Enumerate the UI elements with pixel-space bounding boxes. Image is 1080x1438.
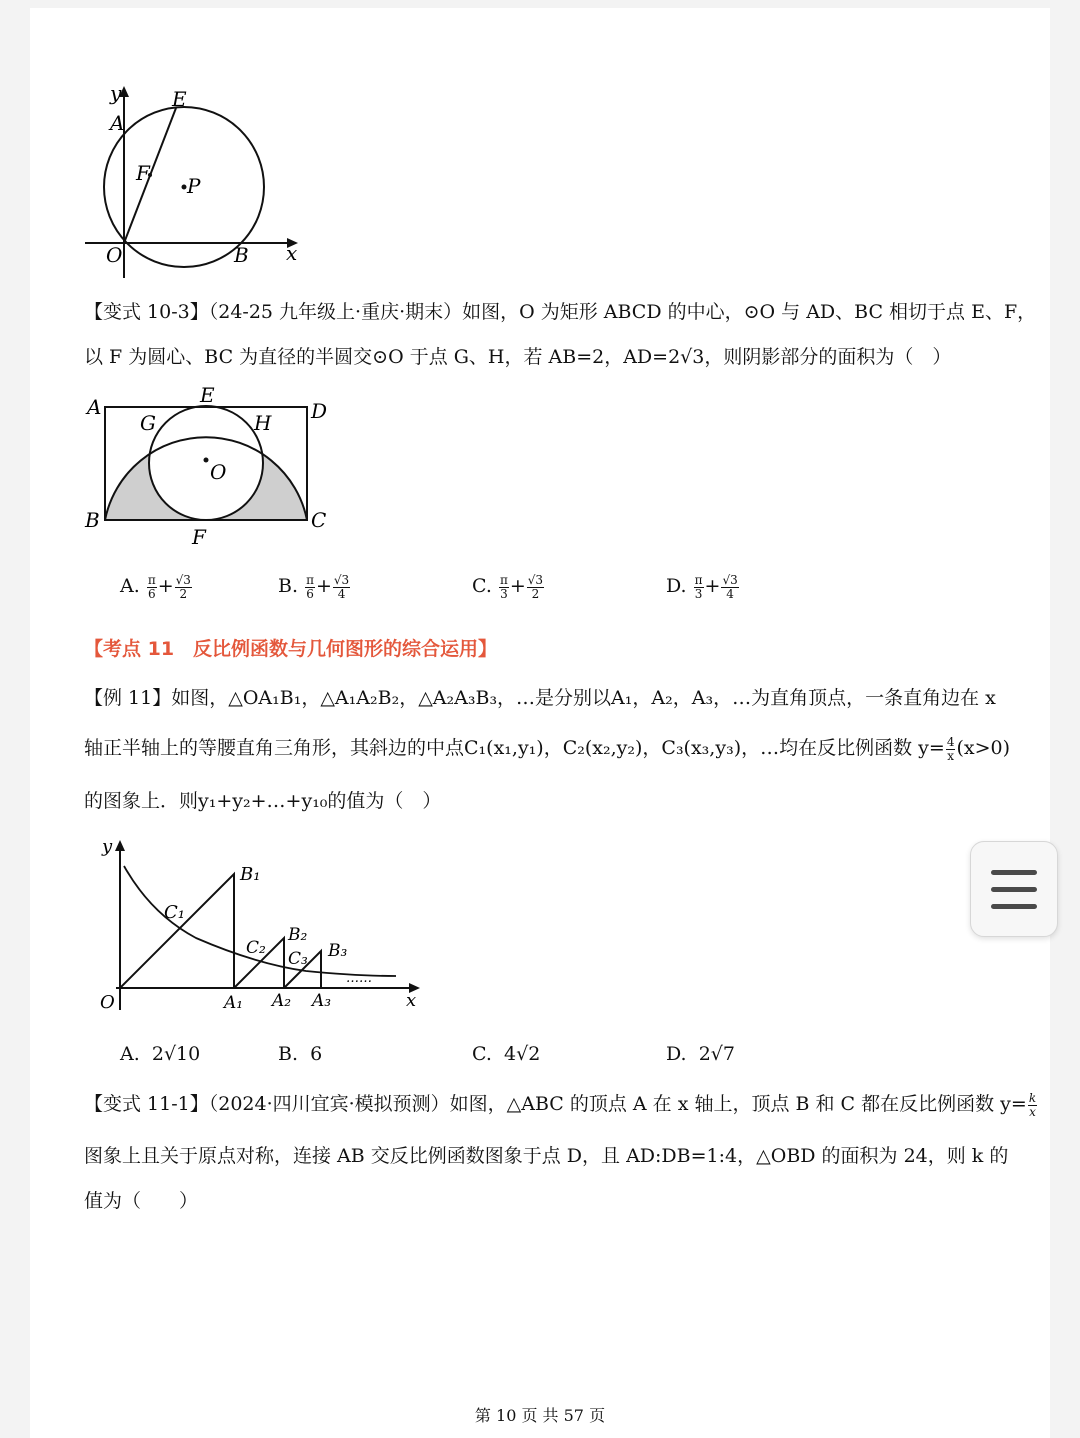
example11-option-d[interactable]: D. 2√7 <box>666 1043 735 1065</box>
option-b[interactable]: B. $\frac{\pi}{6}$ + $\frac{√3}{4}$ <box>278 572 350 601</box>
label-C1: C₁ <box>164 902 185 923</box>
label-O: O <box>106 243 123 267</box>
example11-line2: 轴正半轴上的等腰直角三角形，其斜边的中点C₁(x₁,y₁)，C₂(x₂,y₂)，C₃(x₃,y₃)，…均在反比例函数 y= $\frac{4}{x}$ (x>0) <box>84 734 1011 763</box>
label-B2: B₂ <box>288 925 308 945</box>
label-x: x <box>286 241 298 265</box>
option-a[interactable]: A. $\frac{\pi}{6}$ + $\frac{√3}{2}$ <box>120 572 191 601</box>
label-F: F <box>136 161 150 185</box>
variant10-3-line1: 【变式 10-3】（24-25 九年级上·重庆·期末）如图，O 为矩形 ABCD 的中心，⊙O 与 AD、BC 相切于点 E、F， <box>84 301 1037 323</box>
label-B: B <box>85 508 100 532</box>
variant10-3-line2: 以 F 为圆心、BC 为直径的半圆交⊙O 于点 G、H，若 AB=2，AD=2√3，则阴影部分的面积为（ ） <box>84 346 952 368</box>
floating-menu-button[interactable] <box>970 841 1058 937</box>
label-C2: C₂ <box>246 938 266 958</box>
label-A: A <box>110 111 125 135</box>
hyperbola-triangles-figure <box>96 834 426 1014</box>
example11-option-c[interactable]: C. 4√2 <box>472 1043 541 1065</box>
label-B3: B₃ <box>328 941 348 961</box>
label-G: G <box>140 411 156 435</box>
label-C3: C₃ <box>288 949 308 969</box>
label-E: E <box>200 383 215 407</box>
variant11-1-line1: 【变式 11-1】（2024·四川宜宾·模拟预测）如图，△ABC 的顶点 A 在 x 轴上，顶点 B 和 C 都在反比例函数 y= $\frac{k}{x}$ <box>84 1090 1037 1119</box>
label-B1: B₁ <box>240 864 261 885</box>
rectangle-circle-figure <box>80 382 340 552</box>
variant11-1-line3: 值为（ ） <box>84 1190 199 1212</box>
circle-axes-figure <box>80 80 310 280</box>
label-F: F <box>192 525 206 549</box>
variant11-1-line2: 图象上且关于原点对称，连接 AB 交反比例函数图象于点 D，且 AD:DB=1:4，△OBD 的面积为 24，则 k 的 <box>84 1145 1009 1167</box>
label-E: E <box>172 87 187 111</box>
option-c[interactable]: C. $\frac{\pi}{3}$ + $\frac{√3}{2}$ <box>472 572 544 601</box>
label-A: A <box>87 395 102 419</box>
label-y: y <box>110 81 122 105</box>
label-B: B <box>234 243 249 267</box>
label-P: P <box>187 174 201 198</box>
label-A3: A₃ <box>312 991 332 1011</box>
example11-option-a[interactable]: A. 2√10 <box>120 1043 201 1065</box>
example11-line3: 的图象上．则y₁+y₂+…+y₁₀的值为（ ） <box>84 790 442 812</box>
option-d[interactable]: D. $\frac{\pi}{3}$ + $\frac{√3}{4}$ <box>666 572 738 601</box>
label-A1: A₁ <box>224 993 244 1013</box>
example11-line1: 【例 11】如图，△OA₁B₁，△A₁A₂B₂，△A₂A₃B₃，…是分别以A₁，A₂，A₃，…为直角顶点，一条直角边在 x <box>84 687 996 709</box>
label-x: x <box>406 990 417 1011</box>
label-O: O <box>100 992 115 1013</box>
section-heading: 【考点 11 反比例函数与几何图形的综合运用】 <box>84 638 498 660</box>
label-D: D <box>311 399 328 423</box>
label-A2: A₂ <box>272 991 292 1011</box>
label-dots: …… <box>346 971 372 986</box>
label-H: H <box>254 411 272 435</box>
label-y: y <box>102 836 113 857</box>
label-C: C <box>311 508 327 532</box>
label-O: O <box>210 460 227 484</box>
page-footer: 第 10 页 共 57 页 <box>474 1406 606 1425</box>
example11-option-b[interactable]: B. 6 <box>278 1043 323 1065</box>
